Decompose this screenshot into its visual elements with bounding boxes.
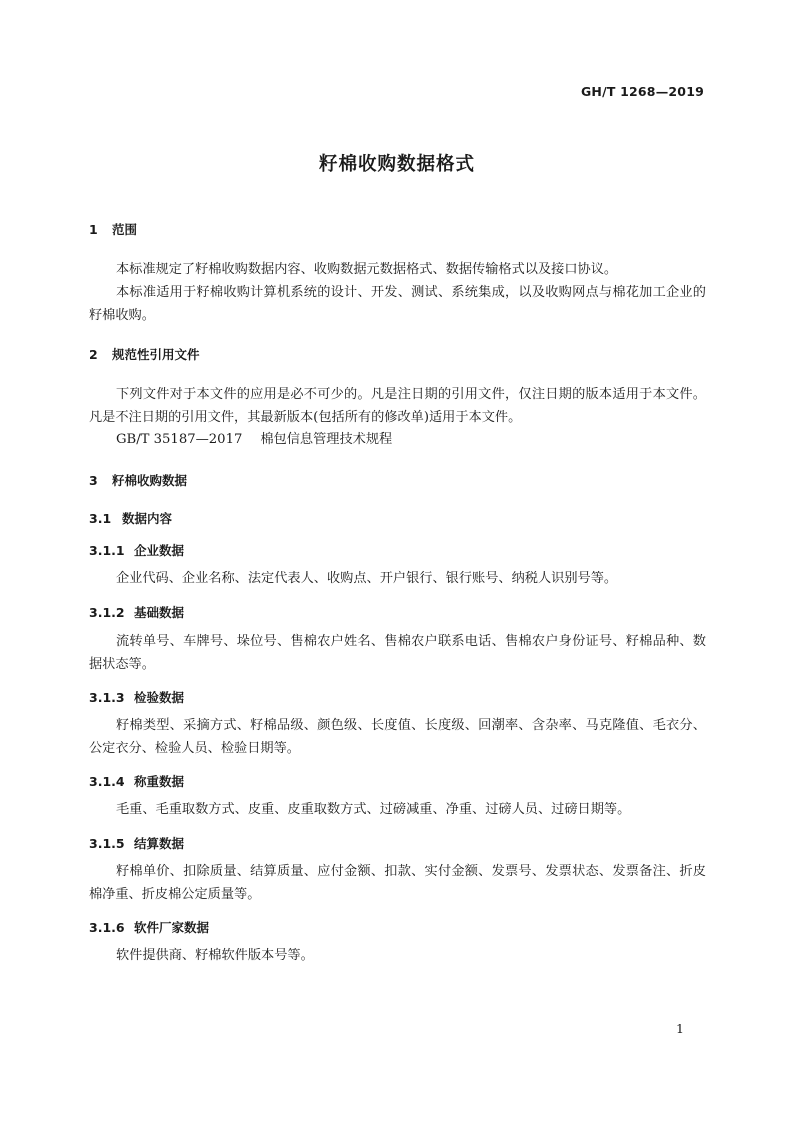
section-number: 3.1.1: [89, 543, 125, 558]
section-number: 3.1: [89, 511, 112, 526]
section-3-1-4-text: 毛重、毛重取数方式、皮重、皮重取数方式、过磅减重、净重、过磅人员、过磅日期等。: [116, 802, 631, 817]
standard-code: GH/T 1268—2019: [580, 84, 704, 99]
section-title: 结算数据: [134, 836, 185, 851]
section-number: 3.1.2: [89, 605, 125, 620]
section-3-1-6-heading: [89, 918, 209, 936]
section-number: 3.1.3: [89, 690, 125, 705]
section-number: 2: [89, 347, 98, 362]
section-title: 检验数据: [134, 690, 185, 705]
section-3-1-heading: [89, 509, 172, 527]
section-3-1-5-heading: [89, 834, 184, 852]
section-3-1-5-text: 籽棉单价、扣除质量、结算质量、应付金额、扣款、实付金额、发票号、发票状态、发票备注、折皮棉净重、折皮棉公定质量等。: [89, 864, 706, 902]
page-number: 1: [676, 1021, 684, 1036]
section-3-1-4-heading: [89, 772, 184, 790]
section-3-1-6-text: 软件提供商、籽棉软件版本号等。: [116, 948, 314, 963]
reference-code: GB/T 35187—2017: [116, 432, 243, 447]
section-3-1-3-heading: [89, 688, 184, 706]
normative-reference: [116, 428, 392, 447]
section-1-paragraph-2: 本标准适用于籽棉收购计算机系统的设计、开发、测试、系统集成，以及收购网点与棉花加工企业的籽棉收购。: [89, 285, 706, 323]
section-number: 3.1.5: [89, 836, 125, 851]
section-number: 3.1.4: [89, 774, 125, 789]
section-title: 范围: [112, 222, 138, 237]
section-number: 3: [89, 473, 98, 488]
section-1-paragraph-1: 本标准规定了籽棉收购数据内容、收购数据元数据格式、数据传输格式以及接口协议。: [116, 262, 618, 277]
section-3-1-2-text: 流转单号、车牌号、垛位号、售棉农户姓名、售棉农户联系电话、售棉农户身份证号、籽棉品种、数据状态等。: [89, 634, 706, 672]
section-title: 企业数据: [134, 543, 185, 558]
section-3-1-1-text: 企业代码、企业名称、法定代表人、收购点、开户银行、银行账号、纳税人识别号等。: [116, 571, 618, 586]
section-2-paragraph: 下列文件对于本文件的应用是必不可少的。凡是注日期的引用文件，仅注日期的版本适用于本文件。凡是不注日期的引用文件，其最新版本(包括所有的修改单)适用于本文件。: [89, 387, 706, 425]
section-title: 软件厂家数据: [134, 920, 210, 935]
section-title: 数据内容: [122, 511, 173, 526]
section-title: 称重数据: [134, 774, 185, 789]
section-3-1-1-heading: [89, 541, 184, 559]
section-title: 基础数据: [134, 605, 185, 620]
reference-title: 棉包信息管理技术规程: [260, 432, 393, 447]
section-number: 3.1.6: [89, 920, 125, 935]
section-1-heading: [89, 220, 137, 238]
section-title: 籽棉收购数据: [112, 473, 188, 488]
document-title: 籽棉收购数据格式: [318, 154, 475, 175]
section-number: 1: [89, 222, 98, 237]
section-title: 规范性引用文件: [112, 347, 200, 362]
section-3-heading: [89, 471, 187, 489]
section-2-heading: [89, 345, 200, 363]
section-3-1-2-heading: [89, 603, 184, 621]
section-3-1-3-text: 籽棉类型、采摘方式、籽棉品级、颜色级、长度值、长度级、回潮率、含杂率、马克隆值、毛衣分、公定衣分、检验人员、检验日期等。: [89, 718, 706, 756]
